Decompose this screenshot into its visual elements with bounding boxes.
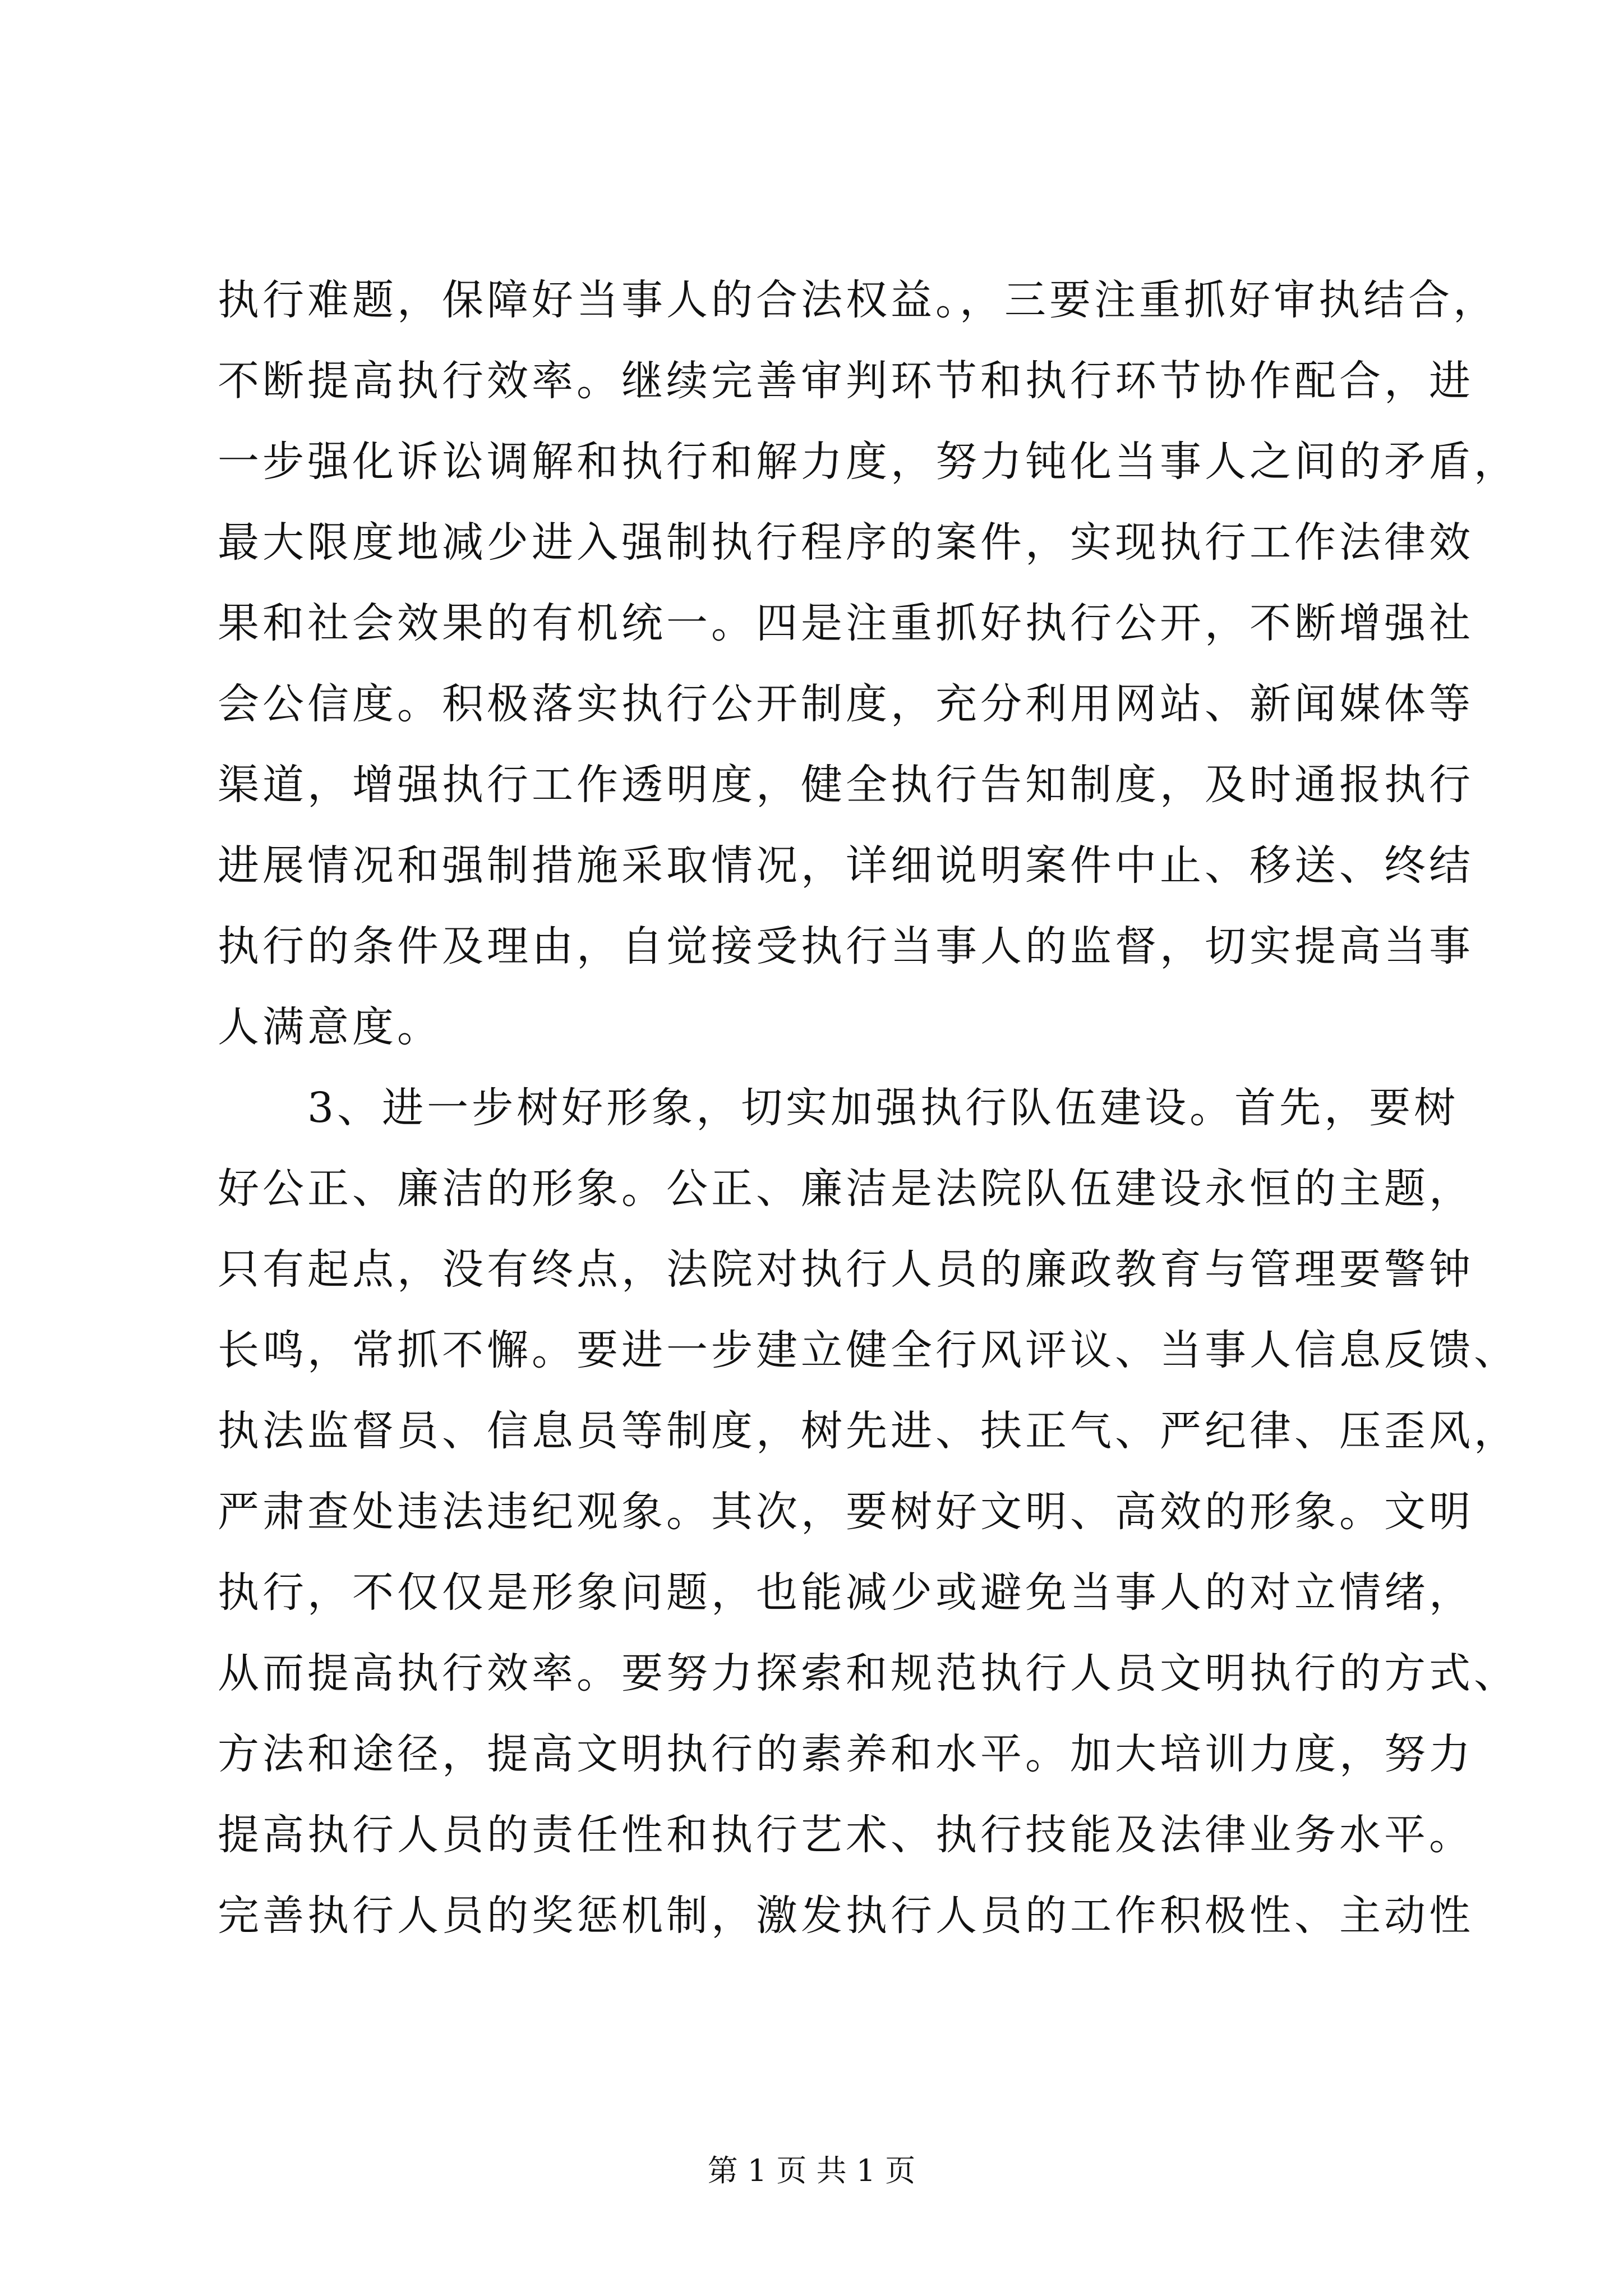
text-line: 执行难题，保障好当事人的合法权益。，三要注重抓好审执结合，: [218, 276, 1498, 324]
document-body: [218, 260, 1519, 1956]
text-line: 从而提高执行效率。要努力探索和规范执行人员文明执行的方式、: [218, 1649, 1519, 1697]
text-line: 方法和途径，提高文明执行的素养和水平。加大培训力度，努力: [218, 1730, 1474, 1778]
text-line: 好公正、廉洁的形象。公正、廉洁是法院队伍建设永恒的主题，: [218, 1165, 1474, 1213]
page-number-footer: 第 1 页 共 1 页: [707, 2153, 916, 2188]
text-line: 严肃查处违法违纪观象。其次，要树好文明、高效的形象。文明: [218, 1488, 1474, 1536]
text-line: 只有起点，没有终点，法院对执行人员的廉政教育与管理要警钟: [218, 1245, 1474, 1294]
text-line: 执法监督员、信息员等制度，树先进、扶正气、严纪律、压歪风，: [218, 1407, 1519, 1455]
text-line: 最大限度地减少进入强制执行程序的案件，实现执行工作法律效: [218, 518, 1474, 567]
text-line: 3、进一步树好形象，切实加强执行队伍建设。首先，要树: [218, 1084, 1459, 1132]
text-line: 会公信度。积极落实执行公开制度，充分利用网站、新闻媒体等: [218, 680, 1474, 728]
text-line: 完善执行人员的奖惩机制，激发执行人员的工作积极性、主动性: [218, 1892, 1474, 1940]
text-line: 进展情况和强制措施采取情况，详细说明案件中止、移送、终结: [218, 841, 1474, 890]
text-line: 渠道，增强执行工作透明度，健全执行告知制度，及时通报执行: [218, 761, 1474, 809]
text-line: 提高执行人员的责任性和执行艺术、执行技能及法律业务水平。: [218, 1811, 1474, 1859]
text-line: 执行，不仅仅是形象问题，也能减少或避免当事人的对立情绪，: [218, 1568, 1474, 1617]
text-line: 长鸣，常抓不懈。要进一步建立健全行风评议、当事人信息反馈、: [218, 1326, 1519, 1374]
text-line: 人满意度。: [218, 1003, 442, 1051]
text-line: 不断提高执行效率。继续完善审判环节和执行环节协作配合，进: [218, 357, 1474, 405]
text-line: 执行的条件及理由，自觉接受执行当事人的监督，切实提高当事: [218, 922, 1474, 970]
text-line: 一步强化诉讼调解和执行和解力度，努力钝化当事人之间的矛盾，: [218, 438, 1519, 486]
text-line: 果和社会效果的有机统一。四是注重抓好执行公开，不断增强社: [218, 599, 1474, 647]
